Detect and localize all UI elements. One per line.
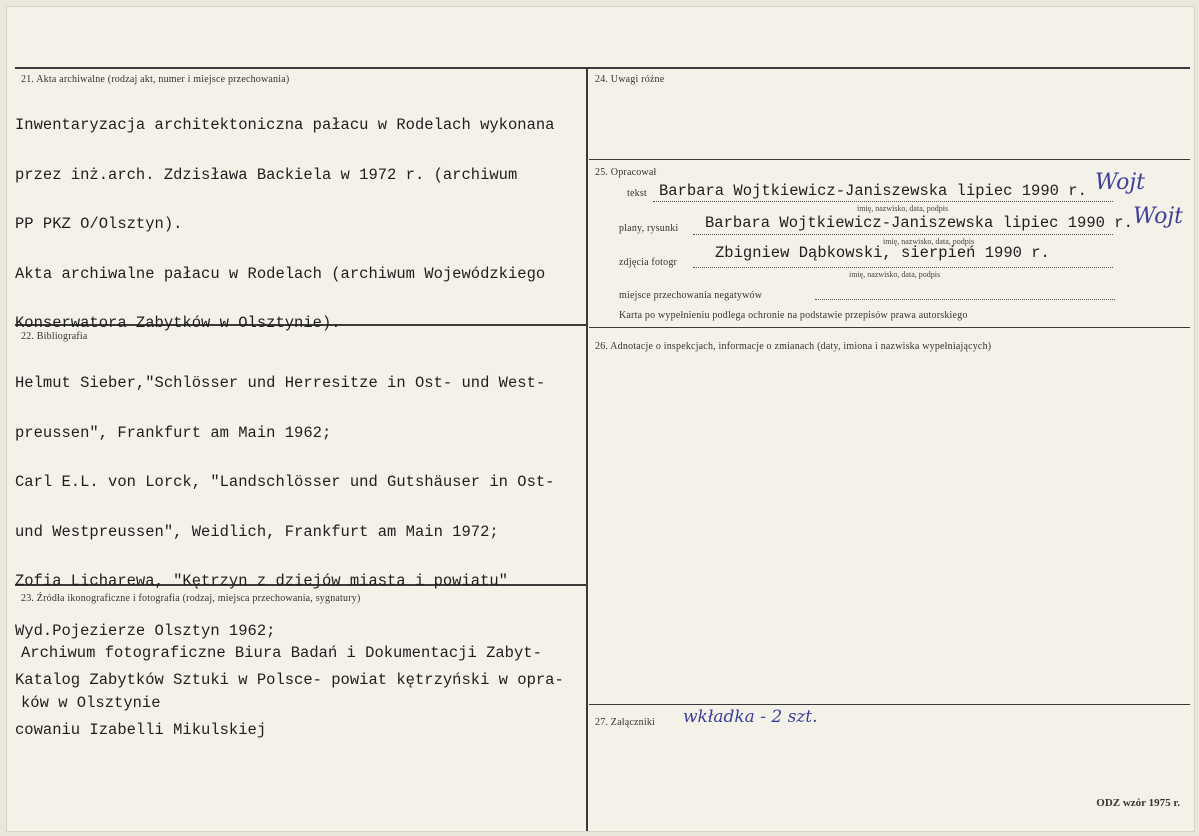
rule-right-25 [589,159,1190,160]
iconography-line: ków w Olsztynie [21,693,161,712]
top-rule [15,67,1190,69]
negatives-line [815,299,1115,300]
section-21-line: Konserwatora Zabytków w Olsztynie). [15,314,341,332]
rule-right-26 [589,327,1190,328]
center-divider [586,67,588,831]
bibliography-line: Zofia Licharewa, "Kętrzyn z dziejów miasta i powiatu" [15,572,508,590]
section-25-label: 25. Opracował [595,167,657,178]
iconography-line: Archiwum fotograficzne Biura Badań i Dokumentacji Zabyt- [21,644,542,662]
text-author-caption: imię, nazwisko, data, podpis [857,204,949,213]
section-26-label: 26. Adnotacje o inspekcjach, informacje o zmianach (daty, imiona i nazwiska wypełniających) [595,341,992,352]
plans-author-value: Barbara Wojtkiewicz-Janiszewska lipiec 1990 r. [705,214,1133,232]
section-23-label: 23. Źródła ikonograficzne i fotografia (rodzaj, miejsca przechowania, sygnatury) [21,593,361,604]
section-21-line: Akta archiwalne pałacu w Rodelach (archiwum Wojewódzkiego [15,264,546,283]
section-23-text [21,612,542,744]
section-22-label: 22. Bibliografia [21,331,88,342]
photos-author-value: Zbigniew Dąbkowski, sierpień 1990 r. [715,244,1050,262]
record-card [6,6,1195,832]
plans-author-label: plany, rysunki [619,223,679,234]
bibliography-line: cowaniu Izabelli Mikulskiej [15,720,267,739]
section-21-text [15,84,555,365]
bibliography-line: Helmut Sieber,"Schlösser und Herresitze in Ost- und West- [15,374,546,392]
rule-right-27 [589,704,1190,705]
text-author-line [653,201,1113,202]
text-author-value: Barbara Wojtkiewicz-Janiszewska lipiec 1990 r. [659,182,1087,200]
section-21-line: Inwentaryzacja architektoniczna pałacu w Rodelach wykonana [15,116,555,134]
section-27-label: 27. Załączniki [595,717,655,728]
copyright-note: Karta po wypełnieniu podlega ochronie na podstawie przepisów prawa autorskiego [619,310,968,321]
bibliography-line: Katalog Zabytków Sztuki w Polsce- powiat kętrzyński w opra- [15,671,564,689]
photos-author-line [693,267,1113,268]
attachments-handwritten: wkładka - 2 szt. [683,707,818,727]
photos-author-label: zdjęcia fotogr [619,257,678,268]
bibliography-line: Carl E.L. von Lorck, "Landschlösser und Gutshäuser in Ost- [15,473,555,491]
bibliography-line: Wyd.Pojezierze Olsztyn 1962; [15,621,276,640]
section-24-label: 24. Uwagi różne [595,74,665,85]
section-21-line: przez inż.arch. Zdzisława Backiela w 1972 r. (archiwum [15,165,518,184]
text-author-signature: Wojt [1095,170,1146,195]
plans-author-signature: Wojt [1133,204,1184,229]
text-author-label: tekst [627,188,647,199]
bibliography-line: preussen", Frankfurt am Main 1962; [15,423,332,442]
bibliography-line: und Westpreussen", Weidlich, Frankfurt am Main 1972; [15,522,499,541]
section-21-line: PP PKZ O/Olsztyn). [15,215,183,233]
plans-author-line [693,234,1113,235]
section-21-label: 21. Akta archiwalne (rodzaj akt, numer i miejsce przechowania) [21,74,290,85]
form-id: ODZ wzór 1975 r. [1096,797,1180,809]
negatives-label: miejsce przechowania negatywów [619,290,763,301]
photos-author-caption: imię, nazwisko, data, podpis [849,270,941,279]
plans-author-caption: imię, nazwisko, data, podpis [883,237,975,246]
